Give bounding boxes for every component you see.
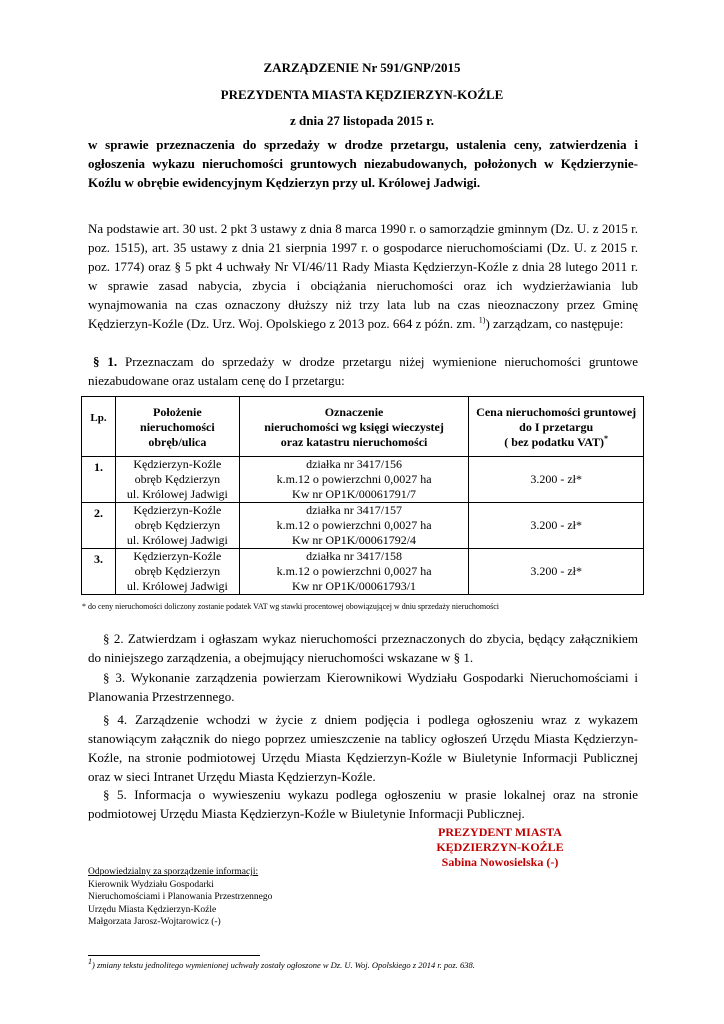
- legal-basis-tail: ) zarządzam, co następuje:: [485, 316, 624, 331]
- cell-price: 3.200 - zł*: [469, 457, 644, 503]
- section-1: [88, 352, 638, 390]
- footnote-text: ) zmiany tekstu jednolitego wymienionej uchwały zostały ogłoszone w Dz. U. Woj. Opolskiego z 2014 r. poz. 638.: [92, 960, 475, 970]
- section-4: § 4. Zarządzenie wchodzi w życie z dniem podjęcia i podlega ogłoszeniu wraz z wykazem stanowiącym załącznik do niego poprzez umieszczenie na tablicy ogłoszeń Urzędu Miasta Kędzierzyn-Koźle, na stronie podmiotowej Urzędu Miasta Kędzierzyn-Koźle w Biuletynie Informacji Publicznej oraz w sieci Intranet Urzędu Miasta Kędzierzyn-Koźle.: [88, 712, 638, 784]
- document-title: ZARZĄDZENIE Nr 591/GNP/2015: [263, 60, 461, 75]
- signature-title: PREZYDENT MIASTA: [438, 825, 562, 839]
- document-issuer: PREZYDENTA MIASTA KĘDZIERZYN-KOŹLE: [220, 87, 504, 102]
- cell-lp: 3.: [82, 549, 116, 595]
- signature-block: [395, 825, 605, 870]
- table-row: [82, 549, 644, 595]
- footnote-mark: 1: [88, 957, 92, 967]
- section-1-text: Przeznaczam do sprzedaży w drodze przetargu niżej wymienione nieruchomości gruntowe niezabudowane oraz ustalam cenę do I przetargu:: [88, 354, 638, 388]
- header-price: Cena nieruchomości gruntowej do I przetargu ( bez podatku VAT)*: [469, 397, 644, 457]
- cell-price: 3.200 - zł*: [469, 549, 644, 595]
- footnote-divider: [88, 955, 260, 956]
- document-date: z dnia 27 listopada 2015 r.: [290, 113, 434, 128]
- header-location: Położenie nieruchomości obręb/ulica: [115, 397, 239, 457]
- cell-location: Kędzierzyn-Koźle obręb Kędzierzyn ul. Królowej Jadwigi: [115, 503, 239, 549]
- legal-basis: [88, 219, 638, 333]
- cell-designation: działka nr 3417/156 k.m.12 o powierzchni 0,0027 ha Kw nr OP1K/00061791/7: [239, 457, 469, 503]
- signature-city: KĘDZIERZYN-KOŹLE: [436, 840, 564, 854]
- cell-lp: 1.: [82, 457, 116, 503]
- section-2: § 2. Zatwierdzam i ogłaszam wykaz nieruchomości przeznaczonych do zbycia, będący załącznikiem do niniejszego zarządzenia, a obejmujący nieruchomości wskazane w § 1.: [88, 631, 638, 665]
- cell-designation: działka nr 3417/158 k.m.12 o powierzchni 0,0027 ha Kw nr OP1K/00061793/1: [239, 549, 469, 595]
- cell-price: 3.200 - zł*: [469, 503, 644, 549]
- cell-location: Kędzierzyn-Koźle obręb Kędzierzyn ul. Królowej Jadwigi: [115, 457, 239, 503]
- properties-table: [81, 396, 644, 595]
- signature-name: Sabina Nowosielska (-): [441, 855, 559, 869]
- section-1-mark: § 1.: [93, 354, 118, 369]
- cell-designation: działka nr 3417/157 k.m.12 o powierzchni 0,0027 ha Kw nr OP1K/00061792/4: [239, 503, 469, 549]
- responsible-info: [88, 866, 272, 929]
- responsible-line: Urzędu Miasta Kędzierzyn-Koźle: [88, 904, 217, 915]
- footnote: [88, 957, 475, 970]
- legal-basis-text: Na podstawie art. 30 ust. 2 pkt 3 ustawy z dnia 8 marca 1990 r. o samorządzie gminnym (Dz. U. z 2015 r. poz. 1515), art. 35 ustawy z dnia 21 sierpnia 1997 r. o gospodarce nieruchomościami (Dz. U. z 2015 r. poz. 1774) oraz § 5 pkt 4 uchwały Nr VI/46/11 Rady Miasta Kędzierzyn-Koźle z dnia 28 lutego 2011 r. w sprawie zasad nabycia, zbycia i obciążania nieruchomości oraz ich wydzierżawiania lub wynajmowania na czas oznaczony dłuższy niż trzy lata lub na czas nieoznaczony przez Gminę Kędzierzyn-Koźle (Dz. Urz. Woj. Opolskiego z 2013 poz. 664 z późn. zm.: [88, 221, 638, 331]
- table-row: [82, 503, 644, 549]
- responsible-line: Nieruchomościami i Planowania Przestrzennego: [88, 892, 273, 902]
- section-5: § 5. Informacja o wywieszeniu wykazu podlega ogłoszeniu w prasie lokalnej oraz na stronie podmiotowej Urzędu Miasta Kędzierzyn-Koźle w Biuletynie Informacji Publicznej.: [88, 787, 638, 821]
- header-designation: Oznaczenie nieruchomości wg księgi wieczystej oraz katastru nieruchomości: [239, 397, 469, 457]
- responsible-line: Małgorzata Jarosz-Wojtarowicz (-): [88, 917, 221, 927]
- table-row: [82, 457, 644, 503]
- responsible-line: Kierownik Wydziału Gospodarki: [88, 879, 214, 890]
- legal-basis-footnote-ref: 1): [478, 315, 486, 325]
- cell-lp: 2.: [82, 503, 116, 549]
- header-lp: Lp.: [82, 397, 116, 457]
- vat-note: * do ceny nieruchomości doliczony zostanie podatek VAT wg stawki procentowej obowiązującej w dniu sprzedaży nieruchomości: [82, 602, 499, 611]
- responsible-label: Odpowiedzialny za sporządzenie informacji:: [88, 867, 259, 877]
- table-header-row: [82, 397, 644, 457]
- cell-location: Kędzierzyn-Koźle obręb Kędzierzyn ul. Królowej Jadwigi: [115, 549, 239, 595]
- section-3: § 3. Wykonanie zarządzenia powierzam Kierownikowi Wydziału Gospodarki Nieruchomościami i Planowania Przestrzennego.: [88, 670, 638, 704]
- document-subject: w sprawie przeznaczenia do sprzedaży w drodze przetargu, ustalenia ceny, zatwierdzenia i ogłoszenia wykazu nieruchomości gruntowych niezabudowanych, położonych w Kędzierzynie-Koźlu w obrębie ewidencyjnym Kędzierzyn przy ul. Królowej Jadwigi.: [88, 137, 638, 190]
